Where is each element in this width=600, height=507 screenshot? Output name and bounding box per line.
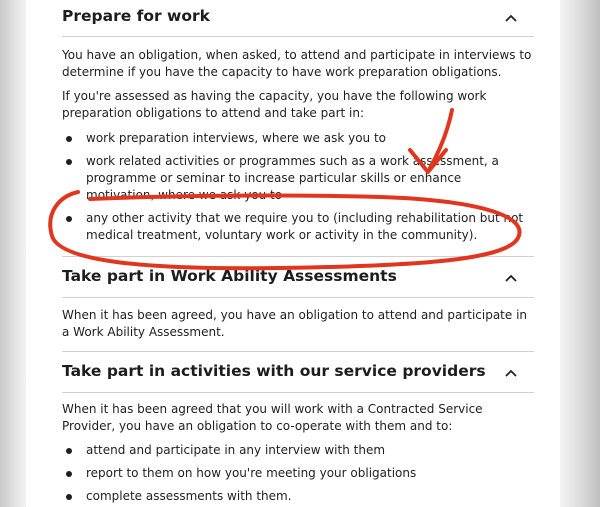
section-title: Take part in Work Ability Assessments <box>62 267 397 285</box>
section-paragraph: You have an obligation, when asked, to attend and participate in interviews to determine if you have the capacity to have work preparation obligations. <box>62 48 532 79</box>
section-paragraph: When it has been agreed, you have an obligation to attend and participate in a Work Ability Assessment. <box>62 308 528 339</box>
list-item <box>62 465 532 482</box>
list-item-text: report to them on how you're meeting your obligations <box>86 466 417 480</box>
accordion-header-prepare-for-work[interactable] <box>48 0 534 34</box>
section-divider <box>62 297 534 298</box>
screen-edge-right <box>560 0 600 507</box>
screen-edge-left <box>0 0 26 507</box>
bullet-icon <box>66 471 72 477</box>
section-divider <box>62 392 534 393</box>
section-divider <box>62 256 534 257</box>
obligations-list <box>62 130 532 244</box>
chevron-up-icon[interactable] <box>504 273 518 283</box>
bullet-icon <box>66 216 72 222</box>
section-title: Prepare for work <box>62 7 210 25</box>
section-paragraph: When it has been agreed that you will work with a Contracted Service Provider, you have an obligation to co-operate with them and to: <box>62 402 483 433</box>
section-divider <box>62 36 534 37</box>
accordion-header-work-ability[interactable] <box>48 262 534 296</box>
list-item-text: attend and participate in any interview with them <box>86 443 386 457</box>
section-paragraph: If you're assessed as having the capacity, you have the following work preparation obligations to attend and take part in: <box>62 89 487 120</box>
section-title: Take part in activities with our service providers <box>62 362 486 380</box>
list-item <box>62 210 532 244</box>
list-item <box>62 153 532 204</box>
list-item-text: work related activities or programmes such as a work assessment, a programme or seminar to increase particular skills or enhance motivation, where we ask you to <box>86 154 499 202</box>
list-item <box>62 488 532 505</box>
bullet-icon <box>66 136 72 142</box>
list-item-text: work preparation interviews, where we ask you to <box>86 131 387 145</box>
accordion-header-service-providers[interactable] <box>48 357 534 391</box>
bullet-icon <box>66 448 72 454</box>
list-item-text: complete assessments with them. <box>86 489 292 503</box>
list-item-text: any other activity that we require you to (including rehabilitation but not medical treatment, voluntary work or activity in the community). <box>86 211 524 242</box>
list-item <box>62 442 532 459</box>
chevron-up-icon[interactable] <box>504 13 518 23</box>
section-divider <box>62 351 534 352</box>
bullet-icon <box>66 494 72 500</box>
chevron-up-icon[interactable] <box>504 368 518 378</box>
provider-obligations-list <box>62 442 532 505</box>
list-item <box>62 130 532 147</box>
bullet-icon <box>66 159 72 165</box>
